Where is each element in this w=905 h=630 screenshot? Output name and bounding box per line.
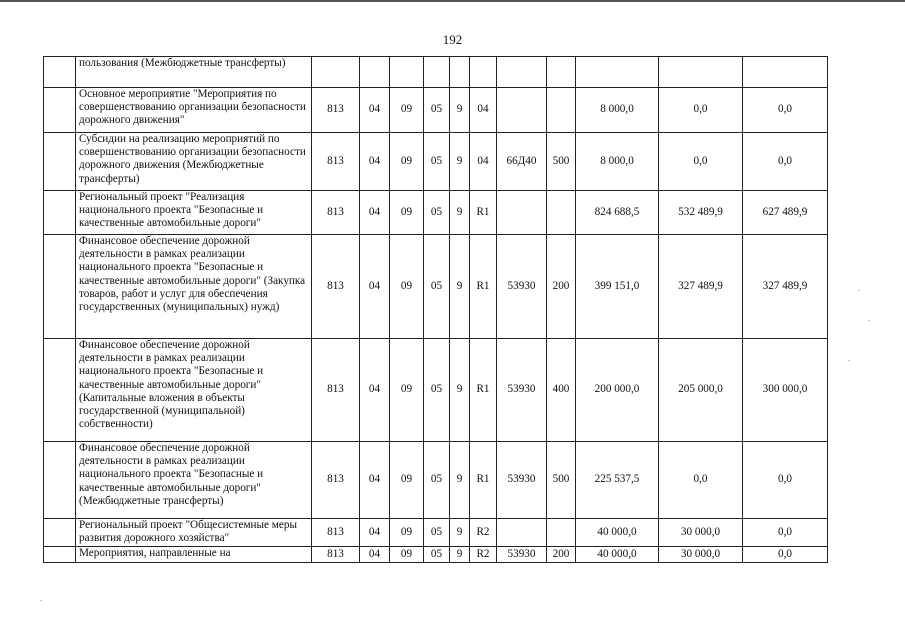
amount-2: 532 489,9 <box>659 191 743 235</box>
code-sub: 9 <box>450 235 470 339</box>
code-prog: 05 <box>424 191 450 235</box>
code-dir: 66Д40 <box>497 133 547 191</box>
table-row <box>44 133 828 191</box>
code-prog: 05 <box>424 547 450 563</box>
amount-3: 0,0 <box>743 519 828 547</box>
code-gr <box>312 57 360 88</box>
code-gr: 813 <box>312 339 360 442</box>
scan-speck <box>848 360 850 361</box>
table-row <box>44 339 828 442</box>
code-sub: 9 <box>450 442 470 519</box>
code-pr <box>390 57 424 88</box>
amount-2: 327 489,9 <box>659 235 743 339</box>
code-vr <box>547 88 576 133</box>
row-name: Основное мероприятие "Мероприятия по совершенствованию организации безопасности дорожного движения" <box>76 88 312 133</box>
code-vr <box>547 57 576 88</box>
row-margin-cell <box>44 547 76 563</box>
code-sub: 9 <box>450 547 470 563</box>
code-prog <box>424 57 450 88</box>
table-row <box>44 547 828 563</box>
code-sub: 9 <box>450 133 470 191</box>
code-rz: 04 <box>360 88 390 133</box>
row-margin-cell <box>44 235 76 339</box>
code-main: R2 <box>470 547 497 563</box>
row-name: Финансовое обеспечение дорожной деятельности в рамках реализации национального проекта "Безопасные и качественные автомобильные дороги" (Закупка товаров, работ и услуг для обеспечения государственных (муниципальных) нужд) <box>76 235 312 339</box>
row-name: Субсидии на реализацию мероприятий по совершенствованию организации безопасности дорожного движения (Межбюджетные трансферты) <box>76 133 312 191</box>
amount-2: 30 000,0 <box>659 519 743 547</box>
code-main: R1 <box>470 191 497 235</box>
code-rz: 04 <box>360 235 390 339</box>
page-top-edge <box>0 0 905 2</box>
amount-3: 0,0 <box>743 442 828 519</box>
code-main: R1 <box>470 339 497 442</box>
code-vr: 500 <box>547 133 576 191</box>
row-name: пользования (Межбюджетные трансферты) <box>76 57 312 88</box>
amount-3 <box>743 57 828 88</box>
code-sub: 9 <box>450 519 470 547</box>
code-dir <box>497 57 547 88</box>
code-rz <box>360 57 390 88</box>
code-gr: 813 <box>312 191 360 235</box>
code-pr: 09 <box>390 235 424 339</box>
code-main: R2 <box>470 519 497 547</box>
amount-2: 0,0 <box>659 442 743 519</box>
budget-table <box>43 56 828 563</box>
code-dir <box>497 519 547 547</box>
code-pr: 09 <box>390 519 424 547</box>
code-rz: 04 <box>360 519 390 547</box>
code-dir <box>497 88 547 133</box>
code-pr: 09 <box>390 339 424 442</box>
code-gr: 813 <box>312 442 360 519</box>
code-sub: 9 <box>450 88 470 133</box>
code-rz: 04 <box>360 133 390 191</box>
code-vr <box>547 191 576 235</box>
code-pr: 09 <box>390 191 424 235</box>
amount-1: 40 000,0 <box>576 519 659 547</box>
code-dir: 53930 <box>497 442 547 519</box>
amount-1: 8 000,0 <box>576 133 659 191</box>
row-margin-cell <box>44 133 76 191</box>
code-main: R1 <box>470 442 497 519</box>
code-gr: 813 <box>312 519 360 547</box>
table-row <box>44 519 828 547</box>
row-margin-cell <box>44 442 76 519</box>
row-margin-cell <box>44 57 76 88</box>
code-gr: 813 <box>312 88 360 133</box>
scan-speck <box>40 600 42 601</box>
code-prog: 05 <box>424 88 450 133</box>
row-name: Финансовое обеспечение дорожной деятельности в рамках реализации национального проекта "Безопасные и качественные автомобильные дороги" (Межбюджетные трансферты) <box>76 442 312 519</box>
code-prog: 05 <box>424 235 450 339</box>
scan-speck <box>858 290 860 291</box>
amount-3: 627 489,9 <box>743 191 828 235</box>
row-margin-cell <box>44 191 76 235</box>
amount-1: 399 151,0 <box>576 235 659 339</box>
code-rz: 04 <box>360 339 390 442</box>
code-main: R1 <box>470 235 497 339</box>
budget-table-body <box>44 57 828 563</box>
code-dir <box>497 191 547 235</box>
code-gr: 813 <box>312 235 360 339</box>
table-row <box>44 235 828 339</box>
row-name: Региональный проект "Реализация национального проекта "Безопасные и качественные автомобильные дороги" <box>76 191 312 235</box>
scan-speck <box>868 320 870 321</box>
table-row <box>44 191 828 235</box>
code-dir: 53930 <box>497 235 547 339</box>
code-vr: 200 <box>547 235 576 339</box>
amount-1: 200 000,0 <box>576 339 659 442</box>
code-vr: 500 <box>547 442 576 519</box>
amount-1: 225 537,5 <box>576 442 659 519</box>
amount-3: 327 489,9 <box>743 235 828 339</box>
code-sub <box>450 57 470 88</box>
page-number: 192 <box>442 32 463 47</box>
code-pr: 09 <box>390 442 424 519</box>
code-main <box>470 57 497 88</box>
amount-3: 0,0 <box>743 547 828 563</box>
row-margin-cell <box>44 339 76 442</box>
code-prog: 05 <box>424 339 450 442</box>
amount-2: 0,0 <box>659 88 743 133</box>
code-prog: 05 <box>424 519 450 547</box>
row-margin-cell <box>44 88 76 133</box>
table-row <box>44 57 828 88</box>
code-gr: 813 <box>312 133 360 191</box>
amount-3: 300 000,0 <box>743 339 828 442</box>
code-gr: 813 <box>312 547 360 563</box>
code-dir: 53930 <box>497 339 547 442</box>
code-rz: 04 <box>360 442 390 519</box>
code-main: 04 <box>470 88 497 133</box>
code-main: 04 <box>470 133 497 191</box>
code-vr: 400 <box>547 339 576 442</box>
row-name: Мероприятия, направленные на <box>76 547 312 563</box>
amount-3: 0,0 <box>743 133 828 191</box>
code-sub: 9 <box>450 191 470 235</box>
code-pr: 09 <box>390 88 424 133</box>
amount-3: 0,0 <box>743 88 828 133</box>
code-rz: 04 <box>360 547 390 563</box>
code-prog: 05 <box>424 133 450 191</box>
amount-1: 8 000,0 <box>576 88 659 133</box>
table-row <box>44 88 828 133</box>
code-pr: 09 <box>390 133 424 191</box>
code-vr: 200 <box>547 547 576 563</box>
code-prog: 05 <box>424 442 450 519</box>
amount-2 <box>659 57 743 88</box>
code-pr: 09 <box>390 547 424 563</box>
code-rz: 04 <box>360 191 390 235</box>
code-sub: 9 <box>450 339 470 442</box>
row-name: Региональный проект "Общесистемные меры развития дорожного хозяйства" <box>76 519 312 547</box>
code-dir: 53930 <box>497 547 547 563</box>
amount-2: 0,0 <box>659 133 743 191</box>
amount-2: 30 000,0 <box>659 547 743 563</box>
amount-2: 205 000,0 <box>659 339 743 442</box>
amount-1: 40 000,0 <box>576 547 659 563</box>
row-name: Финансовое обеспечение дорожной деятельности в рамках реализации национального проекта "Безопасные и качественные автомобильные дороги" (Капитальные вложения в объекты государственной (муниципальной) собственности) <box>76 339 312 442</box>
code-vr <box>547 519 576 547</box>
amount-1 <box>576 57 659 88</box>
amount-1: 824 688,5 <box>576 191 659 235</box>
row-margin-cell <box>44 519 76 547</box>
table-row <box>44 442 828 519</box>
